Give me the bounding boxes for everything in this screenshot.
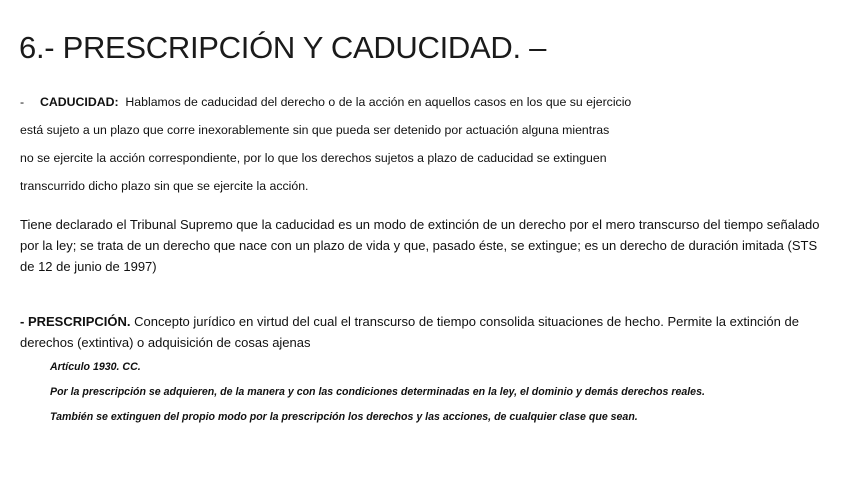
slide-title: 6.- PRESCRIPCIÓN Y CADUCIDAD. – [19,30,547,65]
tribunal-paragraph: Tiene declarado el Tribunal Supremo que la caducidad es un modo de extinción de un derecho por el mero transcurso del tiempo señalado por la ley; se trata de un derecho que nace con un plazo de vida y que, pasado éste, se extingue; es un derecho de duración imitada (STS de 12 de junio de 1997) [20,217,820,274]
prescripcion-paragraph [20,311,820,353]
caducidad-line-2: está sujeto a un plazo que corre inexorablemente sin que pueda ser detenido por actuación alguna mientras [20,123,610,137]
prescripcion-text: Concepto jurídico en virtud del cual el transcurso de tiempo consolida situaciones de hecho. Permite la extinción de derechos (extintiva) o adquisición de cosas ajenas [20,314,799,350]
articulo-paragraph-2: También se extinguen del propio modo por la prescripción los derechos y las acciones, de cualquier clase que sean. [50,411,638,423]
articulo-paragraph-1: Por la prescripción se adquieren, de la manera y con las condiciones determinadas en la ley, el dominio y demás derechos reales. [50,386,705,398]
caducidad-text-1: Hablamos de caducidad del derecho o de la acción en aquellos casos en los que su ejercicio [125,95,632,109]
caducidad-line-3: no se ejercite la acción correspondiente, por lo que los derechos sujetos a plazo de caducidad se extinguen [20,151,607,165]
caducidad-heading: CADUCIDAD: [40,95,119,109]
articulo-reference: Artículo 1930. CC. [50,361,141,373]
caducidad-line-1 [20,95,631,109]
prescripcion-heading: - PRESCRIPCIÓN. [20,314,131,329]
caducidad-line-4: transcurrido dicho plazo sin que se ejercite la acción. [20,179,309,193]
bullet-dash: - [20,95,25,109]
